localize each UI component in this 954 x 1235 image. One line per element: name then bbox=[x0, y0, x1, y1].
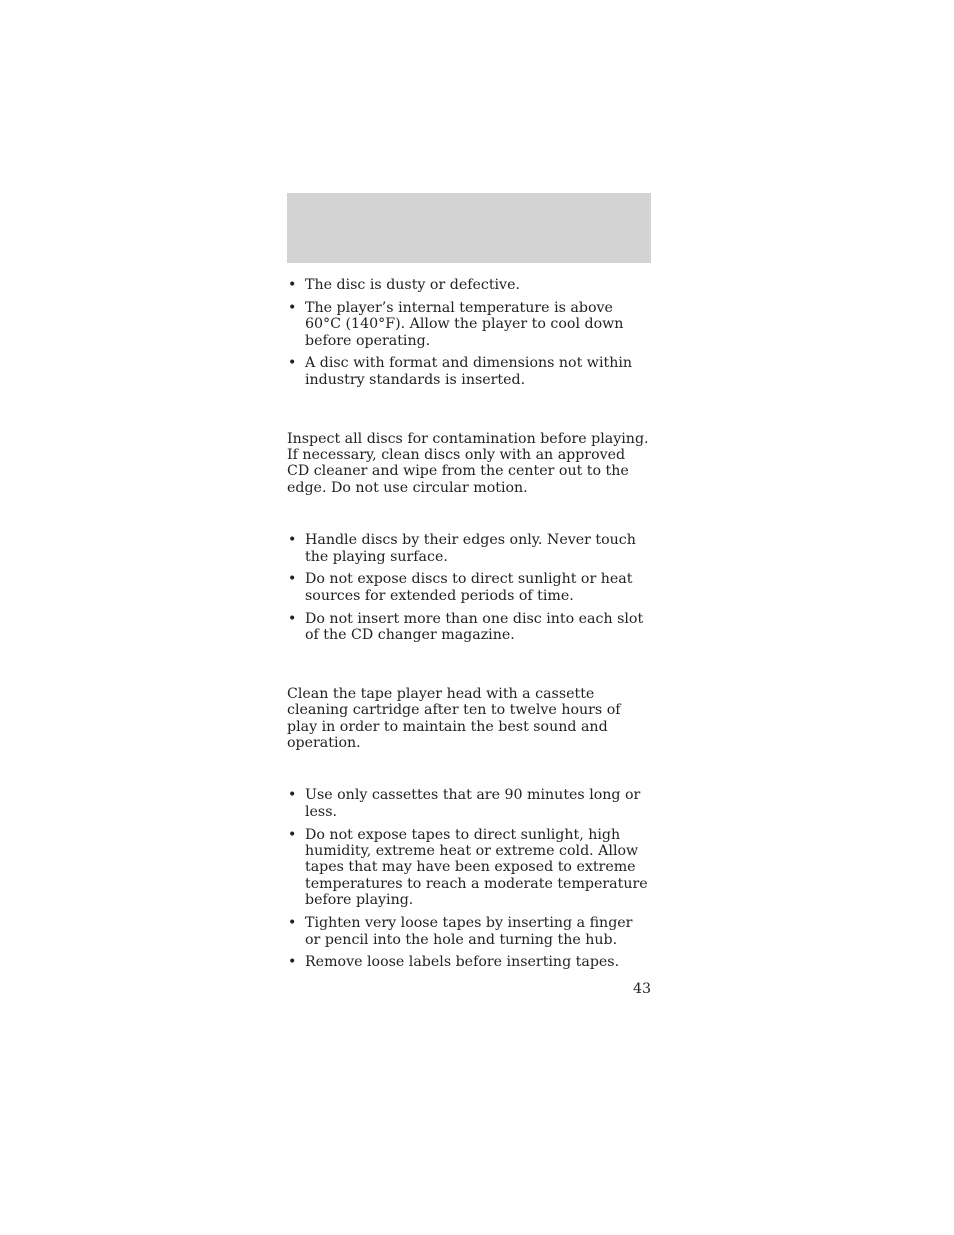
list-item-text: Tighten very loose tapes by inserting a finger or pencil into the hole and turning the hub. bbox=[305, 915, 633, 948]
spacer bbox=[287, 395, 651, 431]
spacer bbox=[287, 496, 651, 532]
page-number: 43 bbox=[632, 981, 651, 997]
bullet-icon: • bbox=[288, 915, 297, 932]
page-content bbox=[287, 277, 651, 977]
list-item bbox=[287, 277, 651, 293]
list-item bbox=[287, 571, 651, 604]
list-item bbox=[287, 787, 651, 820]
list-item-text: Handle discs by their edges only. Never touch the playing surface. bbox=[305, 532, 636, 565]
list-item-text: The player’s internal temperature is above 60°C (140°F). Allow the player to cool down before operating. bbox=[305, 299, 624, 349]
bullet-icon: • bbox=[288, 532, 297, 549]
tape-care-list bbox=[287, 787, 651, 970]
list-item bbox=[287, 532, 651, 565]
bullet-icon: • bbox=[288, 787, 297, 804]
list-item-text: Do not expose discs to direct sunlight or heat sources for extended periods of time. bbox=[305, 571, 633, 604]
list-item bbox=[287, 915, 651, 948]
spacer bbox=[287, 650, 651, 686]
list-item-text: Do not expose tapes to direct sunlight, high humidity, extreme heat or extreme cold. Allow tapes that may have been exposed to extreme temperatures to reach a moderate temperature before playing. bbox=[305, 826, 648, 909]
bullet-icon: • bbox=[288, 299, 297, 316]
list-item bbox=[287, 300, 651, 349]
disc-error-list bbox=[287, 277, 651, 388]
list-item-text: The disc is dusty or defective. bbox=[305, 277, 520, 293]
list-item bbox=[287, 355, 651, 388]
list-item bbox=[287, 611, 651, 644]
tape-cleaning-paragraph: Clean the tape player head with a cassette cleaning cartridge after ten to twelve hours of play in order to maintain the best sound and operation. bbox=[287, 685, 621, 752]
list-item-text: Remove loose labels before inserting tapes. bbox=[305, 954, 620, 971]
list-item-text: A disc with format and dimensions not within industry standards is inserted. bbox=[305, 355, 633, 388]
list-item-text: Do not insert more than one disc into each slot of the CD changer magazine. bbox=[305, 610, 644, 644]
list-item bbox=[287, 954, 651, 970]
spacer bbox=[287, 751, 651, 787]
bullet-icon: • bbox=[288, 954, 297, 971]
list-item bbox=[287, 827, 651, 909]
bullet-icon: • bbox=[288, 826, 297, 843]
bullet-icon: • bbox=[288, 610, 297, 627]
bullet-icon: • bbox=[288, 277, 297, 293]
bullet-icon: • bbox=[288, 355, 297, 372]
bullet-icon: • bbox=[288, 571, 297, 588]
list-item-text: Use only cassettes that are 90 minutes long or less. bbox=[305, 787, 641, 820]
disc-care-list bbox=[287, 532, 651, 643]
section-header-bar bbox=[287, 193, 651, 263]
disc-cleaning-paragraph: Inspect all discs for contamination before playing. If necessary, clean discs only with an approved CD cleaner and wipe from the center out to the edge. Do not use circular motion. bbox=[287, 430, 649, 496]
